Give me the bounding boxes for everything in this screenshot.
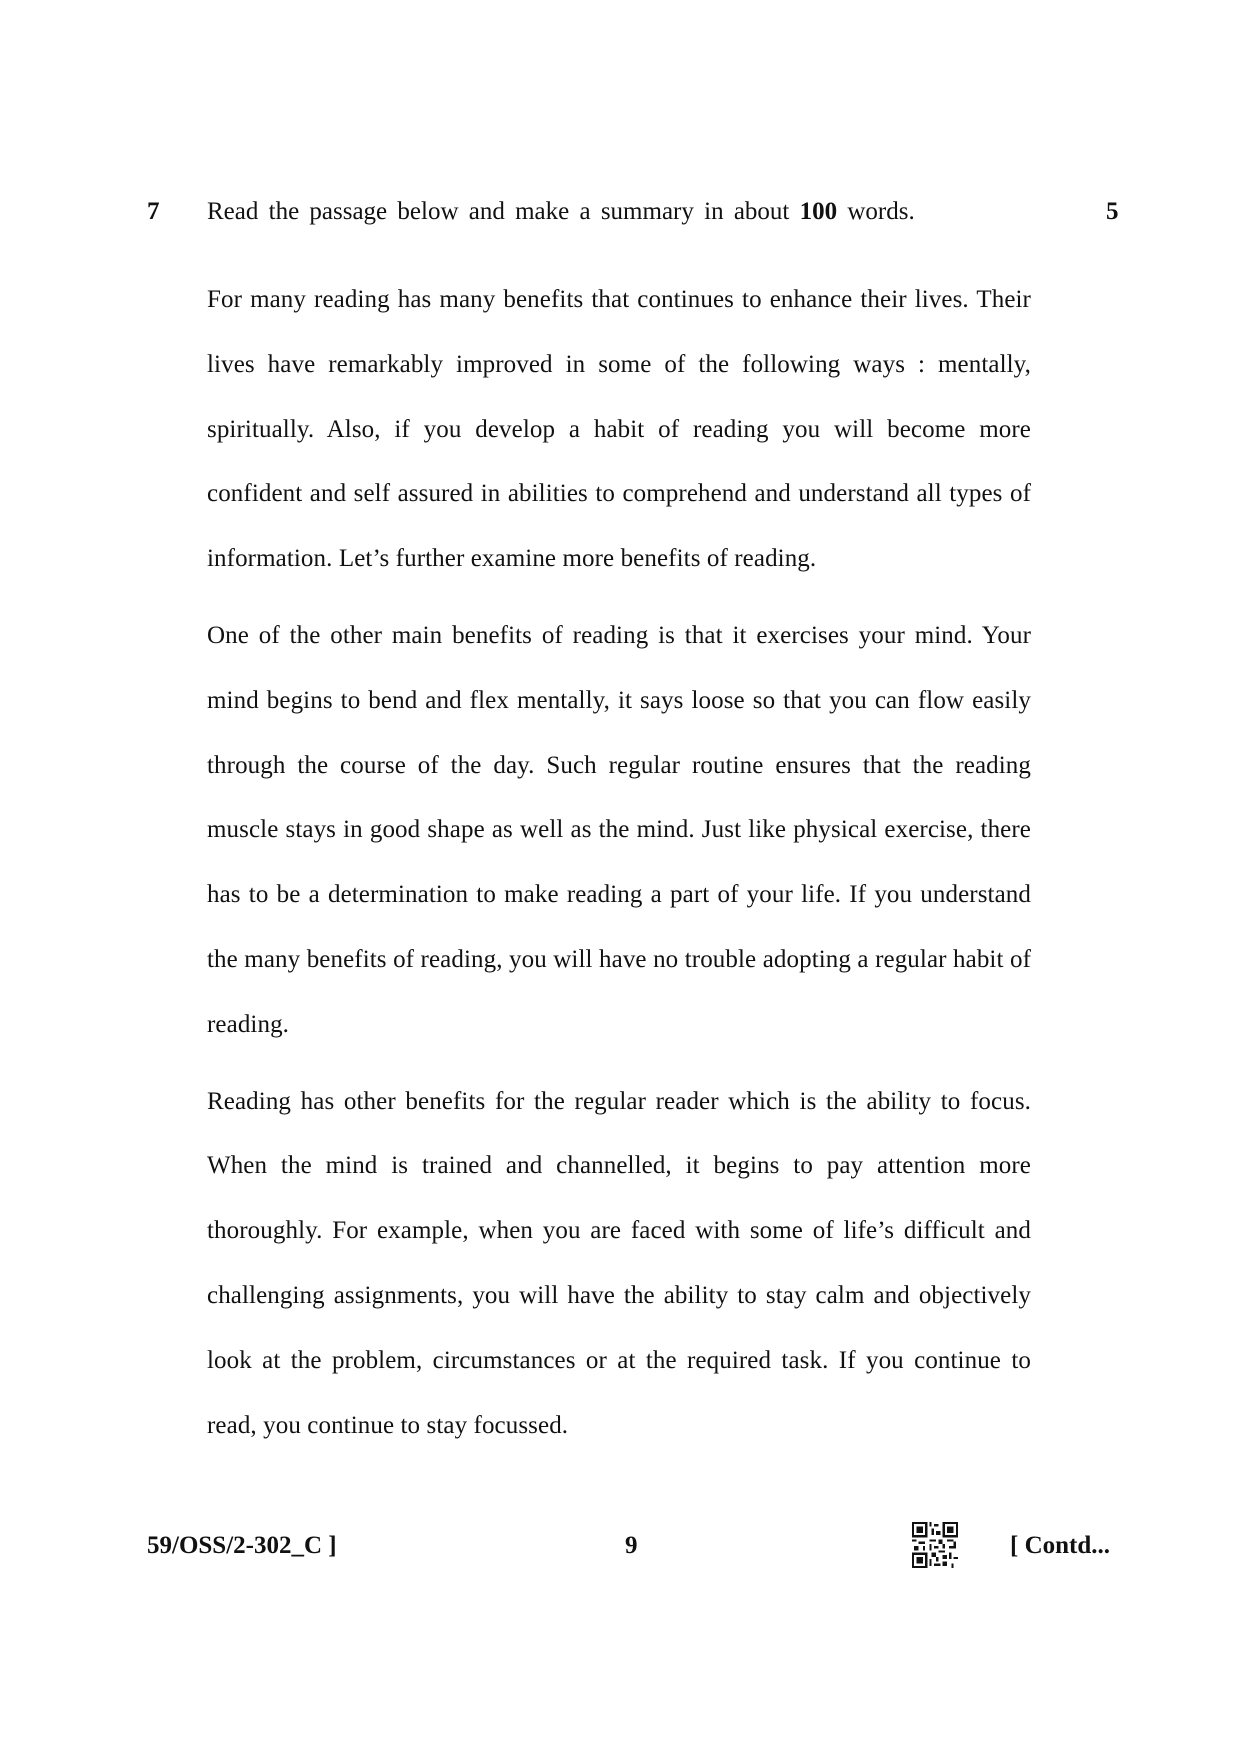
instruction-text-after: words. [837, 198, 915, 225]
page-number: 9 [625, 1532, 638, 1559]
question-number: 7 [147, 198, 160, 225]
passage-paragraph-2: One of the other main benefits of reading is that it exercises your mind. Your mind begins to bend and flex mentally, it says loose so that you can flow easily through the course of the day. Such regular routine ensures that the reading muscle stays in good shape as well as the mind. Just like physical exercise, there has to be a determination to make reading a part of your life. If you understand the many benefits of reading, you will have no trouble adopting a regular habit of reading. [207, 621, 1031, 1038]
paper-code: 59/OSS/2-302_C ] [147, 1532, 337, 1559]
instruction-text-before: Read the passage below and make a summary in about [207, 198, 800, 225]
passage-paragraph-3: Reading has other benefits for the regular reader which is the ability to focus. When the mind is trained and channelled, it begins to pay attention more thoroughly. For example, when you are faced with some of life’s difficult and challenging assignments, you will have the ability to stay calm and objectively look at the problem, circumstances or at the required task. If you continue to read, you continue to stay focussed. [207, 1087, 1031, 1439]
question-instruction [207, 193, 1027, 231]
instruction-word-count: 100 [799, 198, 838, 225]
question-marks: 5 [1106, 198, 1119, 225]
passage-paragraph-1: For many reading has many benefits that continues to enhance their lives. Their lives have remarkably improved in some of the following ways : mentally, spiritually. Also, if you develop a habit of reading you will become more confident and self assured in abilities to comprehend and understand all types of information. Let’s further examine more benefits of reading. [207, 286, 1031, 573]
qr-code-icon [912, 1522, 958, 1568]
reading-passage [207, 268, 1031, 1470]
continued-label: [ Contd... [1010, 1532, 1111, 1559]
